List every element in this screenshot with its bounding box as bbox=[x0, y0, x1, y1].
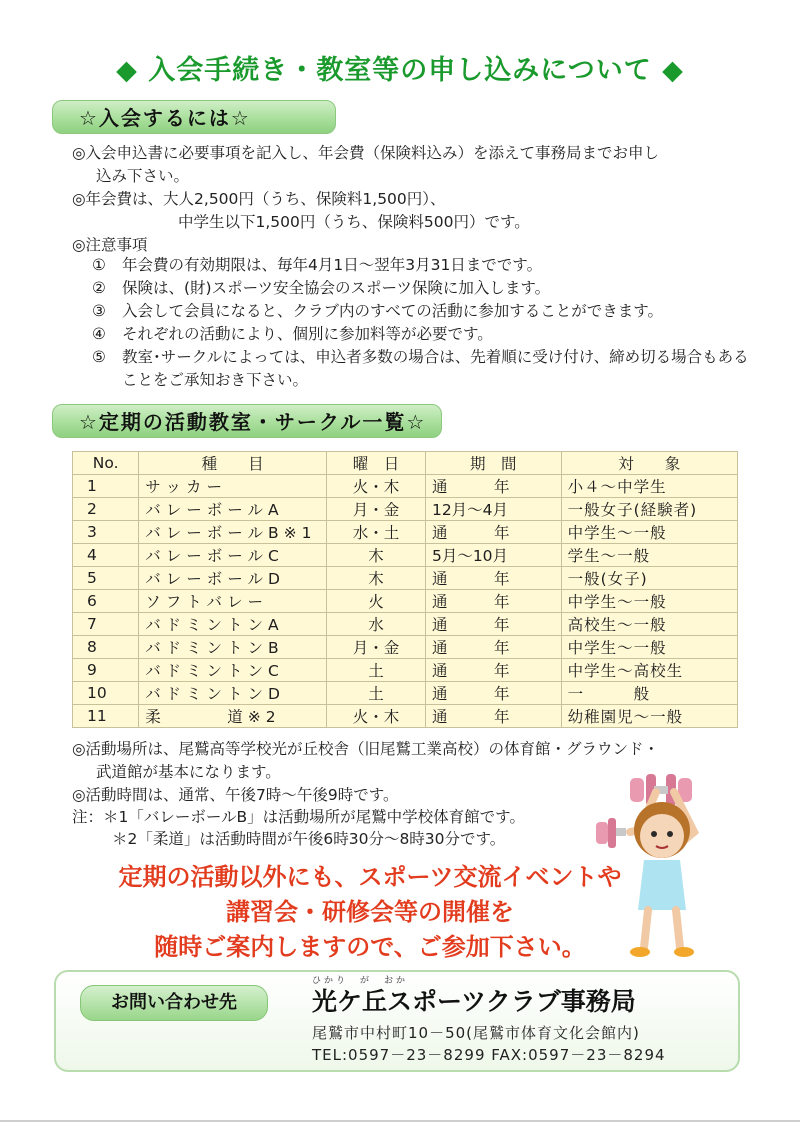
cell-target: 中学生～一般 bbox=[561, 590, 737, 613]
cell-period: 12月～4月 bbox=[425, 498, 561, 521]
cell-target: 学生～一般 bbox=[561, 544, 737, 567]
cell-no: 8 bbox=[73, 636, 139, 659]
note-item bbox=[92, 277, 752, 300]
column-header-day: 曜 日 bbox=[327, 452, 426, 475]
cell-target: 小４～中学生 bbox=[561, 475, 737, 498]
cell-event: バレーボールA bbox=[139, 498, 327, 521]
cell-target: 中学生～高校生 bbox=[561, 659, 737, 682]
cell-day: 土 bbox=[327, 659, 426, 682]
cell-event: バドミントンA bbox=[139, 613, 327, 636]
cell-no: 2 bbox=[73, 498, 139, 521]
cell-event: バドミントンD bbox=[139, 682, 327, 705]
activity-section-header: ☆定期の活動教室・サークル一覧☆ bbox=[52, 404, 442, 438]
cell-no: 7 bbox=[73, 613, 139, 636]
footnote-2: ＊2「柔道」は活動時間が午後6時30分～8時30分です。 bbox=[112, 830, 506, 848]
table-header-row bbox=[73, 452, 738, 475]
note-text: 教室･サークルによっては、申込者多数の場合は、先着順に受け付け、締め切る場合もあることをご承知おき下さい。 bbox=[122, 348, 749, 389]
cell-no: 11 bbox=[73, 705, 139, 728]
contact-label: お問い合わせ先 bbox=[80, 985, 268, 1021]
cell-event: サッカー bbox=[139, 475, 327, 498]
note-item bbox=[92, 323, 752, 346]
note-number: ④ bbox=[92, 325, 106, 343]
cell-day: 土 bbox=[327, 682, 426, 705]
cell-target: 中学生～一般 bbox=[561, 521, 737, 544]
cell-period: 通 年 bbox=[425, 613, 561, 636]
join-instructions-line2: 込み下さい。 bbox=[96, 167, 190, 185]
cell-event: バドミントンB bbox=[139, 636, 327, 659]
cell-day: 火・木 bbox=[327, 705, 426, 728]
note-item bbox=[92, 346, 752, 392]
cell-period: 通 年 bbox=[425, 636, 561, 659]
notes-list bbox=[92, 254, 752, 392]
cell-day: 火・木 bbox=[327, 475, 426, 498]
cell-event: バドミントンC bbox=[139, 659, 327, 682]
cell-day: 月・金 bbox=[327, 636, 426, 659]
table-row bbox=[73, 705, 738, 728]
office-phone-fax: TEL:0597－23－8299 FAX:0597－23－8294 bbox=[312, 1046, 666, 1064]
note-number: ② bbox=[92, 279, 106, 297]
cell-no: 10 bbox=[73, 682, 139, 705]
cell-target: 一 般 bbox=[561, 682, 737, 705]
cell-day: 月・金 bbox=[327, 498, 426, 521]
cell-event: バレーボールC bbox=[139, 544, 327, 567]
cell-day: 水・土 bbox=[327, 521, 426, 544]
cell-period: 5月～10月 bbox=[425, 544, 561, 567]
cell-day: 水 bbox=[327, 613, 426, 636]
cell-no: 5 bbox=[73, 567, 139, 590]
note-item bbox=[92, 254, 752, 277]
cell-period: 通 年 bbox=[425, 682, 561, 705]
note-number: ① bbox=[92, 256, 106, 274]
cell-target: 一般女子(経験者) bbox=[561, 498, 737, 521]
table-row bbox=[73, 590, 738, 613]
activity-place-line2: 武道館が基本になります。 bbox=[96, 763, 281, 781]
footnote-1: 注：＊1「バレーボールB」は活動場所が尾鷲中学校体育館です。 bbox=[72, 808, 525, 826]
table-row bbox=[73, 498, 738, 521]
cell-day: 火 bbox=[327, 590, 426, 613]
cell-target: 幼稚園児～一般 bbox=[561, 705, 737, 728]
column-header-no: No. bbox=[73, 452, 139, 475]
bottom-divider bbox=[0, 1120, 800, 1122]
cell-event: 柔 道※2 bbox=[139, 705, 327, 728]
page-title: ◆ 入会手続き・教室等の申し込みについて ◆ bbox=[116, 55, 684, 86]
activity-time: ◎活動時間は、通常、午後7時～午後9時です。 bbox=[72, 786, 399, 804]
cell-no: 9 bbox=[73, 659, 139, 682]
cell-event: バレーボールD bbox=[139, 567, 327, 590]
cell-no: 6 bbox=[73, 590, 139, 613]
cell-day: 木 bbox=[327, 567, 426, 590]
cell-period: 通 年 bbox=[425, 590, 561, 613]
cell-period: 通 年 bbox=[425, 475, 561, 498]
announcement-line-3: 随時ご案内しますので、ご参加下さい。 bbox=[154, 933, 586, 961]
table-row bbox=[73, 659, 738, 682]
table-row bbox=[73, 544, 738, 567]
note-number: ③ bbox=[92, 302, 106, 320]
cell-target: 一般(女子) bbox=[561, 567, 737, 590]
annual-fee-line2: 中学生以下1,500円（うち、保険料500円）です。 bbox=[178, 213, 530, 231]
cell-no: 1 bbox=[73, 475, 139, 498]
cell-target: 中学生～一般 bbox=[561, 636, 737, 659]
column-header-target: 対 象 bbox=[561, 452, 737, 475]
note-item bbox=[92, 300, 752, 323]
cell-event: バレーボールB※1 bbox=[139, 521, 327, 544]
join-section-header: ☆入会するには☆ bbox=[52, 100, 336, 134]
note-text: それぞれの活動により、個別に参加料等が必要です。 bbox=[122, 325, 493, 343]
table-row bbox=[73, 682, 738, 705]
cell-period: 通 年 bbox=[425, 521, 561, 544]
table-row bbox=[73, 475, 738, 498]
note-text: 保険は、(財)スポーツ安全協会のスポーツ保険に加入します。 bbox=[122, 279, 551, 297]
cell-no: 3 bbox=[73, 521, 139, 544]
event-announcement bbox=[40, 860, 700, 965]
note-text: 入会して会員になると、クラブ内のすべての活動に参加することができます。 bbox=[122, 302, 663, 320]
table-row bbox=[73, 567, 738, 590]
office-address: 尾鷲市中村町10－50(尾鷲市体育文化会館内) bbox=[312, 1024, 640, 1042]
column-header-period: 期 間 bbox=[425, 452, 561, 475]
cell-target: 高校生～一般 bbox=[561, 613, 737, 636]
annual-fee-line1: ◎年会費は、大人2,500円（うち、保険料1,500円）、 bbox=[72, 190, 446, 208]
activity-table bbox=[72, 451, 738, 728]
cell-period: 通 年 bbox=[425, 567, 561, 590]
office-name: 光ケ丘スポーツクラブ事務局 bbox=[312, 987, 636, 1016]
table-row bbox=[73, 636, 738, 659]
cell-day: 木 bbox=[327, 544, 426, 567]
activity-place-line1: ◎活動場所は、尾鷲高等学校光が丘校舎（旧尾鷲工業高校）の体育館・グラウンド・ bbox=[72, 740, 660, 758]
announcement-line-1: 定期の活動以外にも、スポーツ交流イベントや bbox=[118, 863, 622, 891]
column-header-event: 種 目 bbox=[139, 452, 327, 475]
table-row bbox=[73, 521, 738, 544]
cell-no: 4 bbox=[73, 544, 139, 567]
announcement-line-2: 講習会・研修会等の開催を bbox=[226, 898, 514, 926]
note-text: 年会費の有効期限は、毎年4月1日～翌年3月31日までです。 bbox=[122, 256, 543, 274]
table-row bbox=[73, 613, 738, 636]
office-ruby: ひかり が おか bbox=[312, 976, 409, 986]
cell-period: 通 年 bbox=[425, 705, 561, 728]
notes-label: ◎注意事項 bbox=[72, 236, 148, 254]
join-instructions-line1: ◎入会申込書に必要事項を記入し、年会費（保険料込み）を添えて事務局までお申し bbox=[72, 144, 660, 162]
cell-event: ソフトバレー bbox=[139, 590, 327, 613]
note-number: ⑤ bbox=[92, 348, 106, 366]
cell-period: 通 年 bbox=[425, 659, 561, 682]
